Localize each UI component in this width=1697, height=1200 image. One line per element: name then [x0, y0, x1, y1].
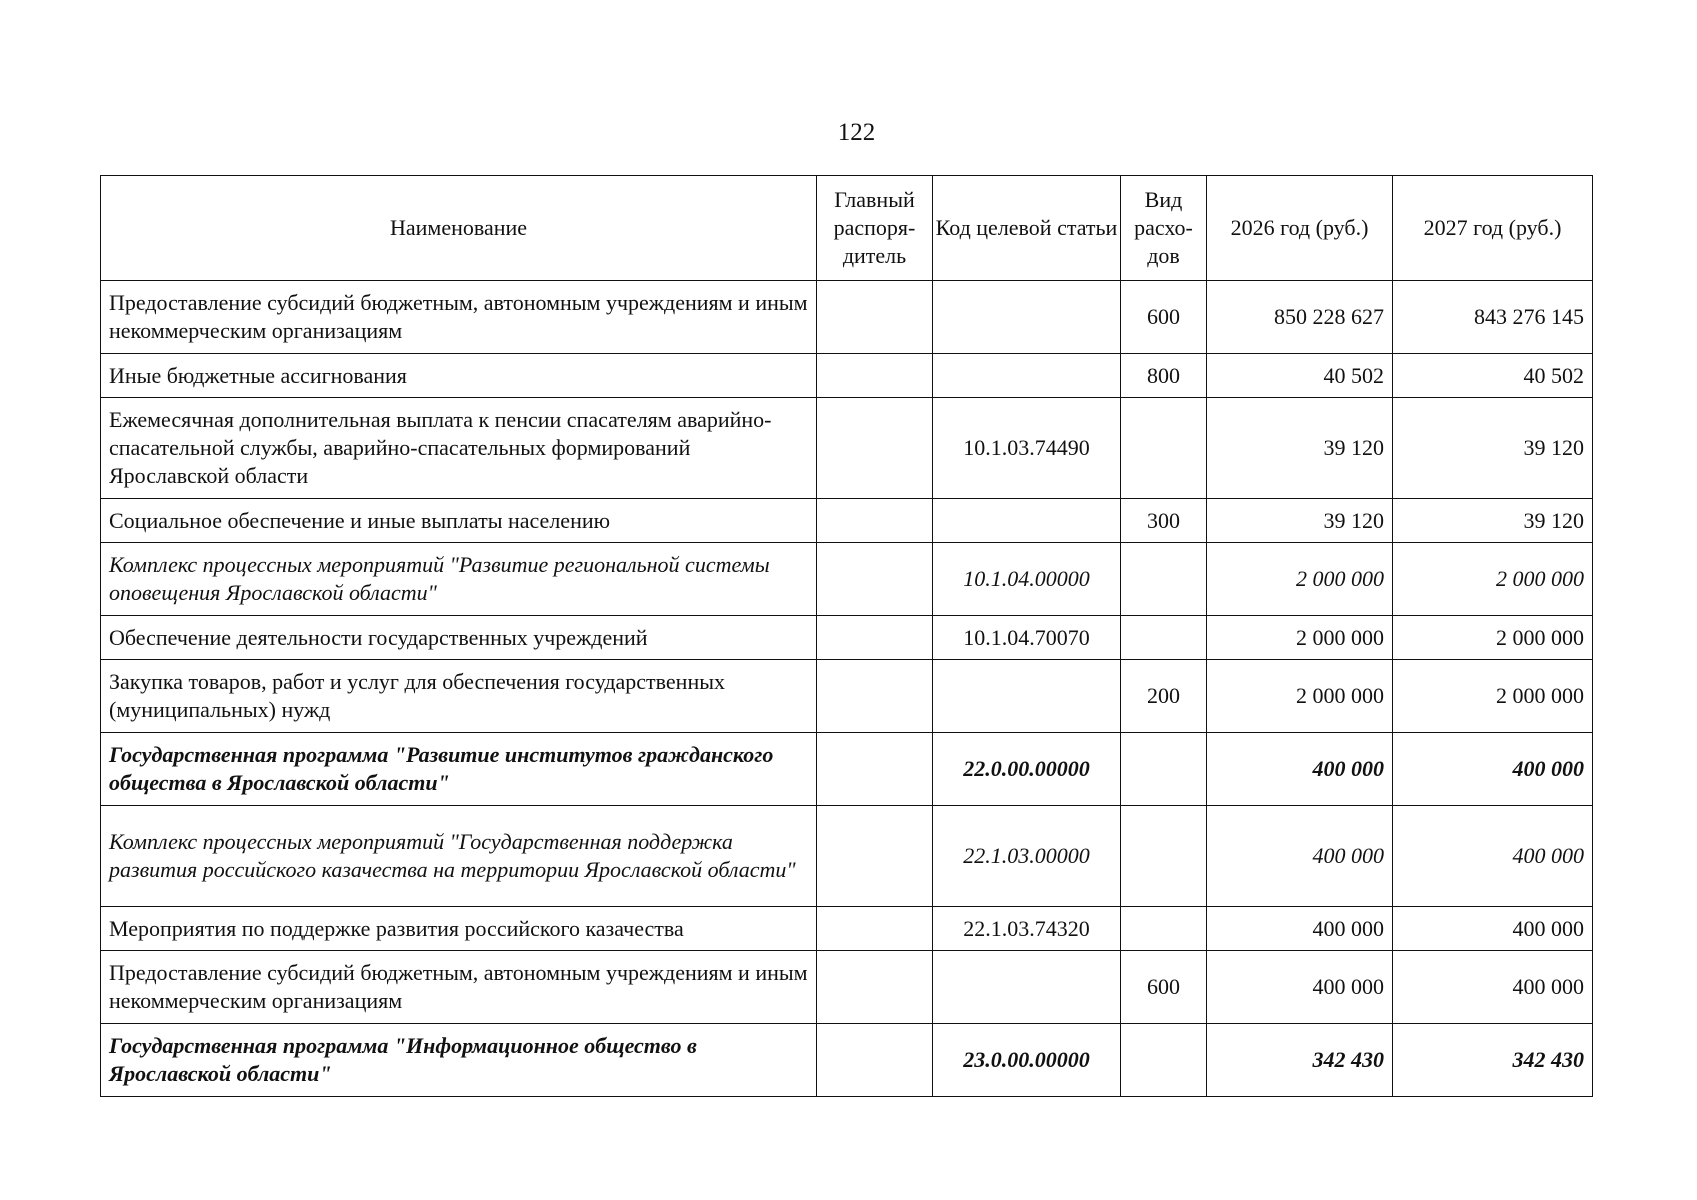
cell-type: [1121, 543, 1207, 616]
table-row: [101, 951, 1593, 1024]
cell-code: [933, 354, 1121, 398]
table-row: [101, 733, 1593, 806]
table-row: [101, 499, 1593, 543]
cell-2027: 2 000 000: [1393, 660, 1593, 733]
cell-2027: 39 120: [1393, 398, 1593, 499]
cell-type: [1121, 907, 1207, 951]
table-row: [101, 543, 1593, 616]
cell-code: 22.0.00.00000: [933, 733, 1121, 806]
cell-code: [933, 499, 1121, 543]
cell-2027: 400 000: [1393, 907, 1593, 951]
cell-type: 300: [1121, 499, 1207, 543]
cell-name: Предоставление субсидий бюджетным, автономным учреждениям и иным некоммерческим организациям: [101, 281, 817, 354]
cell-2026: 2 000 000: [1207, 660, 1393, 733]
table-row: [101, 660, 1593, 733]
cell-name: Социальное обеспечение и иные выплаты населению: [101, 499, 817, 543]
cell-admin: [817, 1024, 933, 1097]
cell-type: [1121, 398, 1207, 499]
header-admin: Главный распоря-дитель: [817, 176, 933, 281]
cell-admin: [817, 499, 933, 543]
cell-type: [1121, 806, 1207, 907]
header-name: Наименование: [101, 176, 817, 281]
cell-2027: 39 120: [1393, 499, 1593, 543]
cell-2026: 400 000: [1207, 907, 1393, 951]
table-row: [101, 1024, 1593, 1097]
cell-2027: 40 502: [1393, 354, 1593, 398]
cell-type: 600: [1121, 951, 1207, 1024]
cell-2027: 2 000 000: [1393, 543, 1593, 616]
cell-code: 22.1.03.00000: [933, 806, 1121, 907]
cell-admin: [817, 543, 933, 616]
cell-2026: 400 000: [1207, 733, 1393, 806]
cell-admin: [817, 354, 933, 398]
cell-2027: 2 000 000: [1393, 616, 1593, 660]
cell-admin: [817, 281, 933, 354]
cell-2027: 400 000: [1393, 733, 1593, 806]
cell-name: Ежемесячная дополнительная выплата к пенсии спасателям аварийно-спасательной службы, аварийно-спасательных формирований Ярославской области: [101, 398, 817, 499]
cell-admin: [817, 398, 933, 499]
cell-admin: [817, 806, 933, 907]
table-row: [101, 806, 1593, 907]
cell-name: Комплекс процессных мероприятий "Развитие региональной системы оповещения Ярославской области": [101, 543, 817, 616]
cell-2026: 2 000 000: [1207, 543, 1393, 616]
cell-admin: [817, 660, 933, 733]
cell-code: [933, 951, 1121, 1024]
cell-type: 200: [1121, 660, 1207, 733]
cell-code: [933, 660, 1121, 733]
table-row: [101, 616, 1593, 660]
cell-admin: [817, 951, 933, 1024]
cell-code: 22.1.03.74320: [933, 907, 1121, 951]
cell-name: Обеспечение деятельности государственных учреждений: [101, 616, 817, 660]
cell-admin: [817, 616, 933, 660]
cell-name: Государственная программа "Развитие институтов гражданского общества в Ярославской области": [101, 733, 817, 806]
cell-name: Комплекс процессных мероприятий "Государственная поддержка развития российского казачества на территории Ярославской области": [101, 806, 817, 907]
cell-code: 10.1.04.00000: [933, 543, 1121, 616]
cell-name: Мероприятия по поддержке развития российского казачества: [101, 907, 817, 951]
header-2026: 2026 год (руб.): [1207, 176, 1393, 281]
cell-2026: 400 000: [1207, 951, 1393, 1024]
table-row: [101, 398, 1593, 499]
cell-2027: 342 430: [1393, 1024, 1593, 1097]
cell-name: Государственная программа "Информационное общество в Ярославской области": [101, 1024, 817, 1097]
cell-2026: 850 228 627: [1207, 281, 1393, 354]
cell-2027: 843 276 145: [1393, 281, 1593, 354]
cell-admin: [817, 733, 933, 806]
cell-code: 10.1.03.74490: [933, 398, 1121, 499]
cell-2026: 39 120: [1207, 499, 1393, 543]
cell-2027: 400 000: [1393, 806, 1593, 907]
header-code: Код целевой статьи: [933, 176, 1121, 281]
cell-2026: 39 120: [1207, 398, 1393, 499]
cell-name: Предоставление субсидий бюджетным, автономным учреждениям и иным некоммерческим организациям: [101, 951, 817, 1024]
cell-2026: 40 502: [1207, 354, 1393, 398]
table-row: [101, 354, 1593, 398]
cell-name: Закупка товаров, работ и услуг для обеспечения государственных (муниципальных) нужд: [101, 660, 817, 733]
cell-name: Иные бюджетные ассигнования: [101, 354, 817, 398]
header-2027: 2027 год (руб.): [1393, 176, 1593, 281]
cell-admin: [817, 907, 933, 951]
cell-type: [1121, 733, 1207, 806]
cell-2026: 400 000: [1207, 806, 1393, 907]
table-row: [101, 907, 1593, 951]
header-type: Вид расхо-дов: [1121, 176, 1207, 281]
cell-code: 23.0.00.00000: [933, 1024, 1121, 1097]
cell-code: [933, 281, 1121, 354]
page-number: 122: [837, 119, 876, 146]
cell-2026: 342 430: [1207, 1024, 1393, 1097]
cell-2027: 400 000: [1393, 951, 1593, 1024]
table-header-row: [101, 176, 1593, 281]
cell-type: [1121, 1024, 1207, 1097]
cell-code: 10.1.04.70070: [933, 616, 1121, 660]
cell-type: 600: [1121, 281, 1207, 354]
cell-type: 800: [1121, 354, 1207, 398]
cell-2026: 2 000 000: [1207, 616, 1393, 660]
cell-type: [1121, 616, 1207, 660]
budget-table: [100, 175, 1593, 1097]
table-row: [101, 281, 1593, 354]
